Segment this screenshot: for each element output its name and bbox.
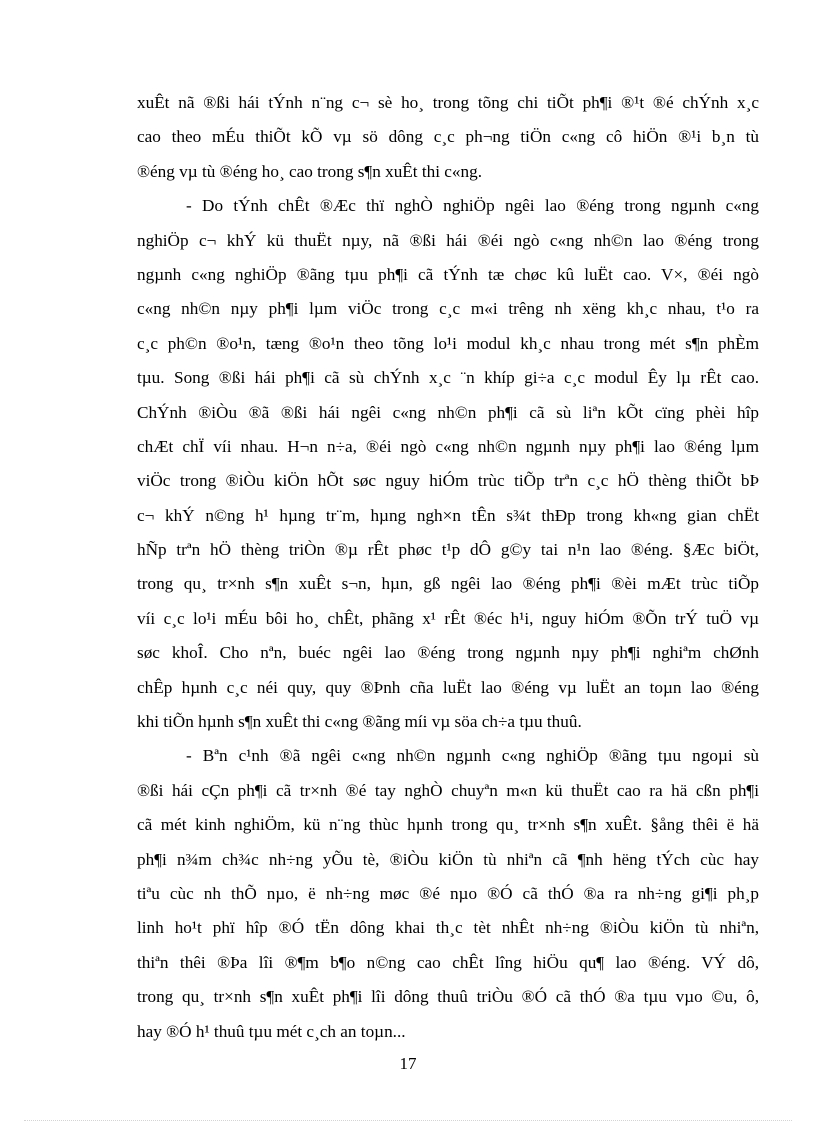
text-line: hay ®Ó h¹ thuû tµu mét c¸ch an toµn... xyxy=(137,1021,406,1041)
text-line: trong qu¸ tr×nh s¶n xuÊt s¬n, hµn, gß ngêi lao ®éng ph¶i ®èi mÆt trùc tiÕp xyxy=(137,574,759,594)
text-line: thiªn thêi ®Þa lîi ®¶m b¶o n©ng cao chÊt lîng hiÖu qu¶ lao ®éng. VÝ dô, xyxy=(137,952,759,972)
text-line: ®ßi hái cÇn ph¶i cã tr×nh ®é tay nghÒ chuyªn m«n kü thuËt cao ra hä cßn ph¶i xyxy=(137,780,759,800)
text-line: c¸c ph©n ®o¹n, tæng ®o¹n theo tõng lo¹i modul kh¸c nhau trong mét s¶n phÈm xyxy=(137,333,759,353)
text-line: tµu. Song ®ßi hái ph¶i cã sù chÝnh x¸c ¨n khíp gi÷a c¸c modul Êy lµ rÊt cao. xyxy=(137,368,759,388)
text-line: khi tiÕn hµnh s¶n xuÊt thi c«ng ®ãng míi vµ söa ch÷a tµu thuû. xyxy=(137,712,582,732)
page-bottom-divider xyxy=(24,1120,792,1121)
paragraph-start-line: - Do tÝnh chÊt ®Æc thï nghÒ nghiÖp ngêi lao ®éng trong ngµnh c«ng xyxy=(186,196,759,216)
text-line: cao theo mÉu thiÕt kÕ vµ sö dông c¸c ph¬ng tiÖn c«ng cô hiÖn ®¹i b¸n tù xyxy=(137,127,759,147)
text-line: viÖc trong ®iÒu kiÖn hÕt søc nguy hiÓm trùc tiÕp trªn c¸c hÖ thèng thiÕt bÞ xyxy=(137,471,759,491)
text-line: søc khoÎ. Cho nªn, buéc ngêi lao ®éng trong ngµnh nµy ph¶i nghiªm chØnh xyxy=(137,643,759,663)
text-line: linh ho¹t phï hîp ®Ó tËn dông khai th¸c tèt nhÊt nh÷ng ®iÒu kiÖn tù nhiªn, xyxy=(137,918,759,938)
text-line: hÑp trªn hÖ thèng triÒn ®µ rÊt phøc t¹p dÔ g©y tai n¹n lao ®éng. §Æc biÖt, xyxy=(137,540,759,560)
text-line: ngµnh c«ng nghiÖp ®ãng tµu ph¶i cã tÝnh tæ chøc kû luËt cao. V×, ®éi ngò xyxy=(137,264,759,284)
text-line: tiªu cùc nh thÕ nµo, ë nh÷ng møc ®é nµo ®Ó cã thÓ ®a ra nh÷ng gi¶i ph¸p xyxy=(137,883,759,903)
text-line: trong qu¸ tr×nh s¶n xuÊt ph¶i lîi dông thuû triÒu ®Ó cã thÓ ®a tµu vµo ©u, ô, xyxy=(137,987,759,1007)
text-line: chÊp hµnh c¸c néi quy, quy ®Þnh cña luËt lao ®éng vµ luËt an toµn lao ®éng xyxy=(137,677,759,697)
text-line: ®éng vµ tù ®éng ho¸ cao trong s¶n xuÊt thi c«ng. xyxy=(137,161,483,181)
text-line: nghiÖp c¬ khÝ kü thuËt nµy, nã ®ßi hái ®éi ngò c«ng nh©n lao ®éng trong xyxy=(137,230,759,250)
body-text xyxy=(137,86,759,1049)
text-line: ChÝnh ®iÒu ®ã ®ßi hái ngêi c«ng nh©n ph¶i cã sù liªn kÕt cïng phèi hîp xyxy=(137,402,759,422)
text-line: xuÊt nã ®ßi hái tÝnh n¨ng c¬ sè ho¸ trong tõng chi tiÕt ph¶i ®¹t ®é chÝnh x¸c xyxy=(137,93,759,112)
text-line: ph¶i n¾m ch¾c nh÷ng yÕu tè, ®iÒu kiÖn tù nhiªn cã ¶nh hëng tÝch cùc hay xyxy=(137,849,759,869)
text-line: cã mét kinh nghiÖm, kü n¨ng thùc hµnh trong qu¸ tr×nh s¶n xuÊt. §ång thêi ë hä xyxy=(137,815,759,835)
page-number: 17 xyxy=(399,1054,417,1073)
text-line: c¬ khÝ n©ng h¹ hµng tr¨m, hµng ngh×n tÊn s¾t thÐp trong kh«ng gian chËt xyxy=(137,505,759,525)
text-line: c«ng nh©n nµy ph¶i lµm viÖc trong c¸c m«i trêng nh xëng kh¸c nhau, t¹o ra xyxy=(137,299,759,319)
paragraph-start-line: - Bªn c¹nh ®ã ngêi c«ng nh©n ngµnh c«ng nghiÖp ®ãng tµu ngoµi sù xyxy=(186,746,759,766)
text-line: víi c¸c lo¹i mÉu bôi ho¸ chÊt, phãng x¹ rÊt ®éc h¹i, nguy hiÓm ®Õn trÝ tuÖ vµ xyxy=(137,608,759,628)
text-line: chÆt chÏ víi nhau. H¬n n÷a, ®éi ngò c«ng nh©n ngµnh nµy ph¶i lao ®éng lµm xyxy=(137,436,759,456)
